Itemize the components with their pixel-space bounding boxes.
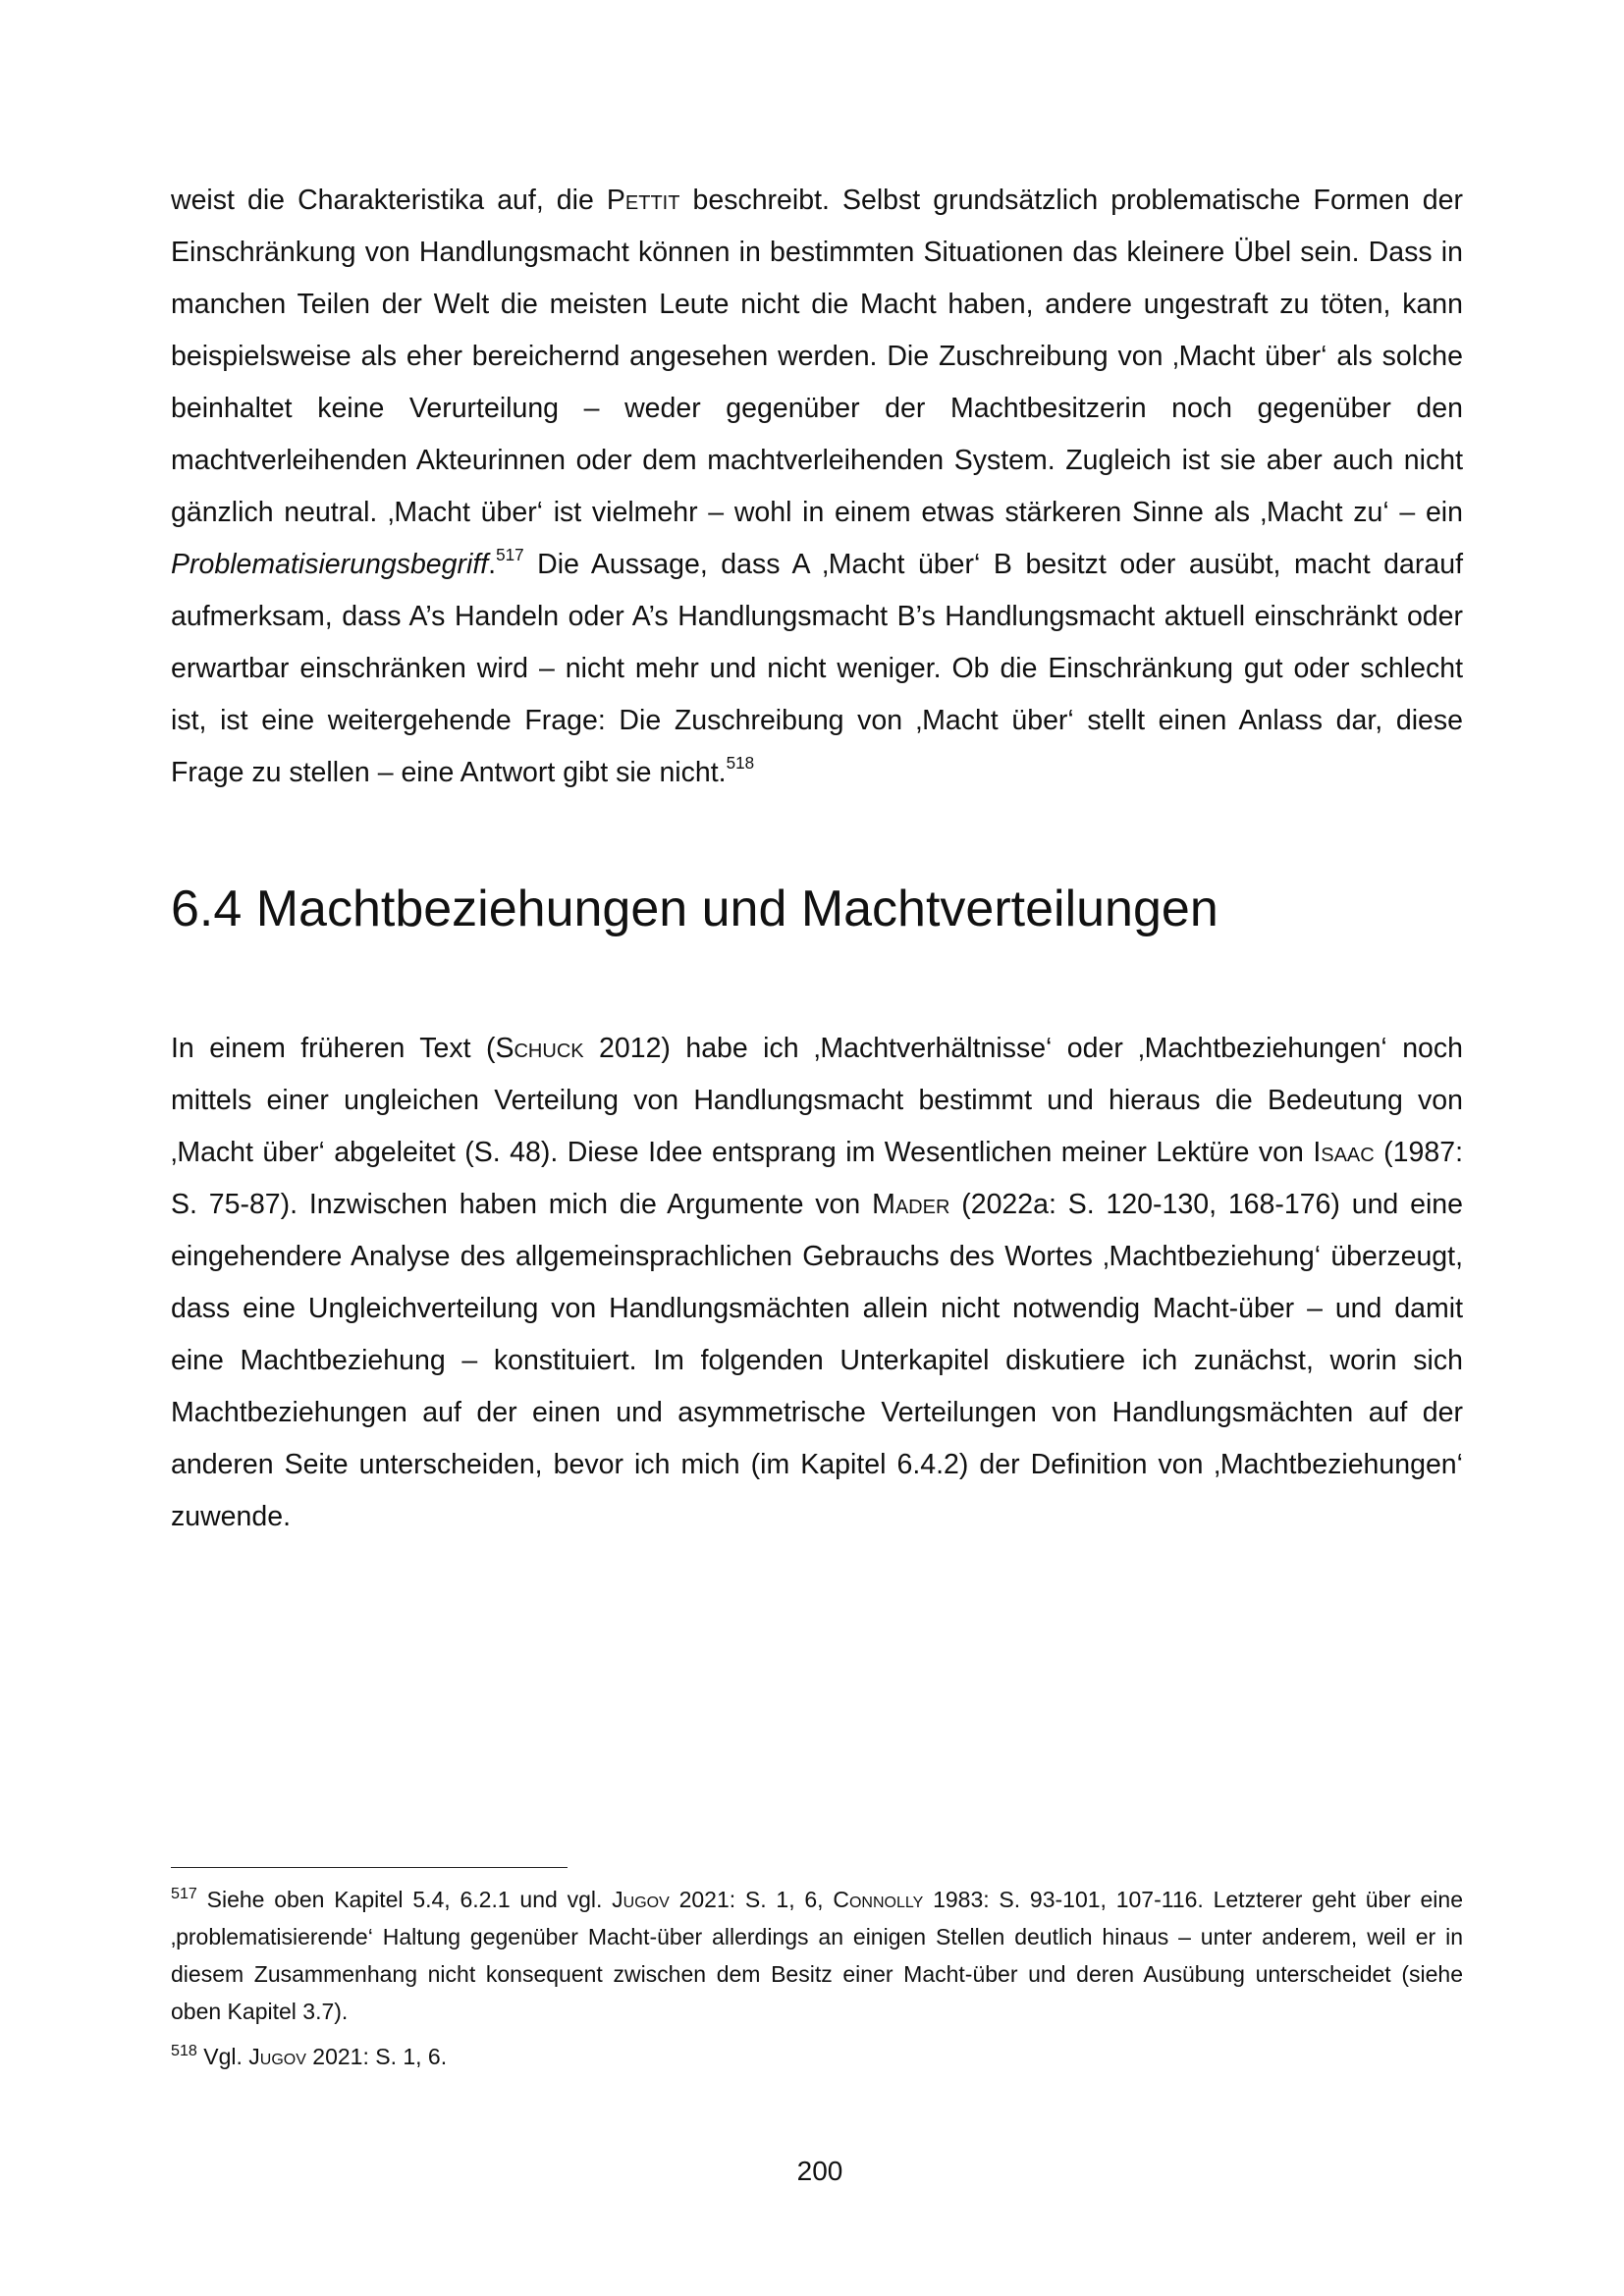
footnotes xyxy=(171,1881,1463,2083)
section-heading: 6.4 Machtbeziehungen und Machtverteilungen xyxy=(171,881,1218,937)
text-run: (1987: S. 75-87). Inzwischen haben mich die Argumente von xyxy=(171,1137,1463,1220)
author-name-connolly: Connolly xyxy=(833,1887,924,1912)
body-paragraph-2 xyxy=(171,1023,1463,1543)
footnote-ref-518[interactable]: 518 xyxy=(726,754,755,774)
footnote-ref-517[interactable]: 517 xyxy=(496,546,524,565)
text-run: 2021: S. 1, 6. xyxy=(305,2044,448,2069)
text-run: Die Aussage, dass A ‚Macht über‘ B besitzt oder ausübt, macht darauf aufmerksam, dass A’s Handeln oder A’s Handlungsmacht B’s Handlungsmacht aktuell einschränkt oder erwartbar einschränken wird – nicht mehr und nicht weniger. Ob die Einschränkung gut oder schlecht ist, ist eine weitergehende Frage: Die Zuschreibung von ‚Macht über‘ stellt einen Anlass dar, diese Frage zu stellen – eine Antwort gibt sie nicht. xyxy=(171,549,1463,788)
text-run: . xyxy=(488,549,497,580)
text-run: beschreibt. Selbst grundsätzlich problematische Formen der Einschränkung von Handlungsmacht können in bestimmten Situationen das kleinere Übel sein. Dass in manchen Teilen der Welt die meisten Leute nicht die Macht haben, andere ungestraft zu töten, kann beispielsweise als eher bereichernd angesehen werden. Die Zuschreibung von ‚Macht über‘ als solche beinhaltet keine Verurteilung – weder gegenüber der Machtbesitzerin noch gegenüber den machtverleihenden Akteurinnen oder dem machtverleihenden System. Zugleich ist sie aber auch nicht gänzlich neutral. ‚Macht über‘ ist vielmehr – wohl in einem etwas stärkeren Sinne als ‚Macht zu‘ – ein xyxy=(171,185,1463,528)
text-run: Siehe oben Kapitel 5.4, 6.2.1 und vgl. xyxy=(196,1887,613,1912)
author-name-pettit: Pettit xyxy=(606,185,680,216)
text-run: In einem früheren Text ( xyxy=(171,1033,496,1064)
text-run: Vgl. xyxy=(196,2044,249,2069)
author-name-mader: Mader xyxy=(872,1189,950,1220)
footnote-separator xyxy=(171,1867,568,1868)
footnote-number: 518 xyxy=(171,2042,197,2060)
footnote-517 xyxy=(171,1881,1463,2030)
page-number: 200 xyxy=(796,2156,843,2186)
body-paragraph-1 xyxy=(171,175,1463,799)
text-run: 2012) habe ich ‚Machtverhältnisse‘ oder ‚Machtbeziehungen‘ noch mittels einer ungleichen Verteilung von Handlungsmacht bestimmt und hieraus die Bedeutung von ‚Macht über‘ abgeleitet (S. 48). Diese Idee entsprang im Wesentlichen meiner Lektüre von xyxy=(171,1033,1463,1168)
author-name-schuck: Schuck xyxy=(495,1033,584,1064)
text-run: weist die Charakteristika auf, die xyxy=(171,185,607,216)
text-run: (2022a: S. 120-130, 168-176) und eine eingehendere Analyse des allgemeinsprachlichen Gebrauchs des Wortes ‚Machtbeziehung‘ überzeugt, dass eine Ungleichverteilung von Handlungsmächten allein nicht notwendig Macht-über – und damit eine Machtbeziehung – konstituiert. Im folgenden Unterkapitel diskutiere ich zunächst, worin sich Machtbeziehungen auf der einen und asymmetrische Verteilungen von Handlungsmächten auf der anderen Seite unterscheiden, bevor ich mich (im Kapitel 6.4.2) der Definition von ‚Machtbeziehungen‘ zuwende. xyxy=(171,1189,1463,1532)
author-name-isaac: Isaac xyxy=(1313,1137,1375,1168)
author-name-jugov: Jugov xyxy=(248,2044,306,2069)
footnote-518 xyxy=(171,2038,1463,2075)
emphasis-term: Problematisierungsbegriff xyxy=(171,549,489,580)
author-name-jugov: Jugov xyxy=(612,1887,670,1912)
text-run: 1983: S. 93-101, 107-116. Letzterer geht über eine ‚problematisierende‘ Haltung gegenüber Macht-über allerdings an einigen Stellen deutlich hinaus – unter anderem, weil er in diesem Zusammenhang nicht konsequent zwischen dem Besitz einer Macht-über und deren Ausübung unterscheidet (siehe oben Kapitel 3.7). xyxy=(171,1887,1464,2024)
footnote-number: 517 xyxy=(171,1885,197,1903)
text-run: 2021: S. 1, 6, xyxy=(669,1887,834,1912)
